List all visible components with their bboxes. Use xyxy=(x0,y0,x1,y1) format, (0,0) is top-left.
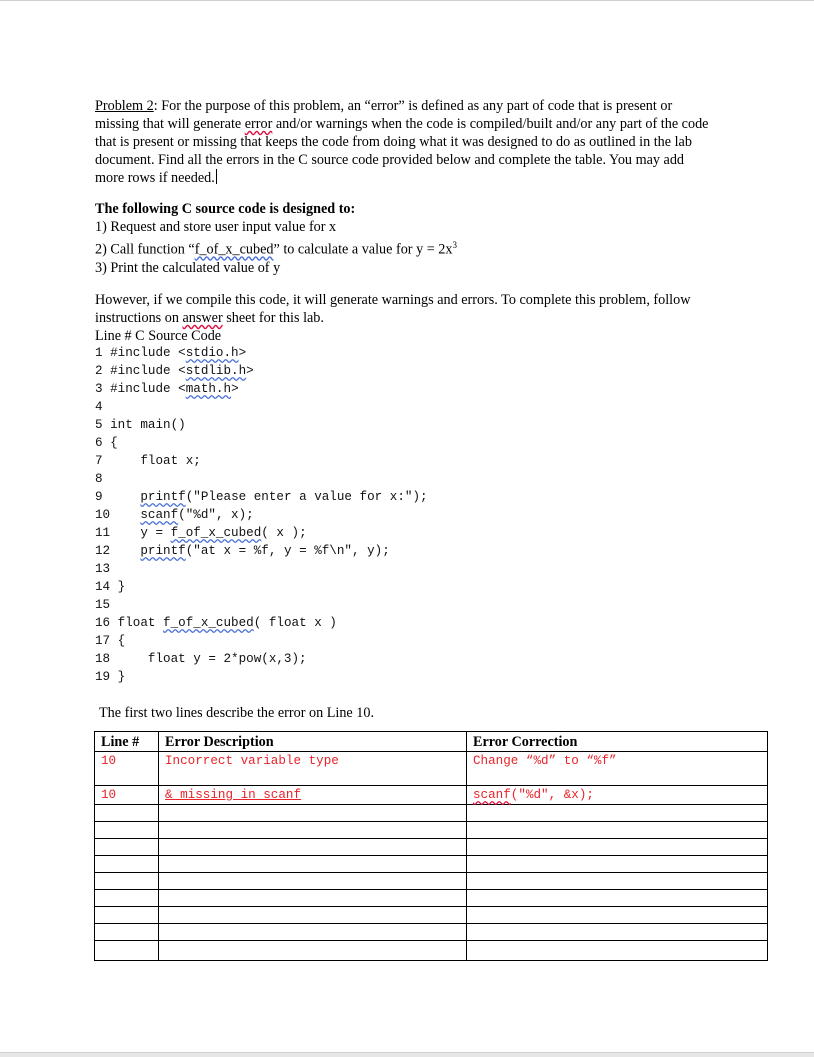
code-line-2: 2 #include <stdlib.h> xyxy=(95,364,254,378)
problem-label: Problem 2 xyxy=(95,98,154,114)
design-item-1: 1) Request and store user input value for x xyxy=(95,219,337,235)
page-bottom-edge xyxy=(0,1052,814,1057)
cell-line[interactable]: 10 xyxy=(95,752,159,786)
spellcheck-answer-word: answer xyxy=(182,310,223,326)
cell-description[interactable]: & missing in scanf xyxy=(159,786,467,805)
design-item-2: 2) Call function “f_of_x_cubed” to calculate a value for $y = 2x^3$ xyxy=(95,240,457,258)
code-line-9: 9 printf("Please enter a value for x:"); xyxy=(95,490,428,504)
code-line-13: 13 xyxy=(95,562,111,576)
design-heading: The following C source code is designed to: xyxy=(95,201,356,217)
table-row-empty xyxy=(95,890,768,907)
table-row-empty xyxy=(95,805,768,822)
code-line-1: 1 #include <stdio.h> xyxy=(95,346,247,360)
code-line-12: 12 printf("at x = %f, y = %f\n", y); xyxy=(95,544,390,558)
code-line-19: 19 } xyxy=(95,670,126,684)
code-line-15: 15 xyxy=(95,598,111,612)
table-row-empty xyxy=(95,856,768,873)
code-line-17: 17 { xyxy=(95,634,126,648)
design-item-3: 3) Print the calculated value of y xyxy=(95,259,281,276)
code-line-4: 4 xyxy=(95,400,103,414)
cell-correction[interactable]: scanf("%d", &x); xyxy=(467,786,768,805)
error-table xyxy=(94,731,768,961)
code-line-11: 11 y = f_of_x_cubed( x ); xyxy=(95,526,307,540)
problem-statement: Problem 2: For the purpose of this problem, an “error” is defined as any part of code that is present or missing that will generate error and/or warnings when the code is compiled/built and/or any part of the code that is present or missing that keeps the code from doing what it was designed to do as outlined in the lab document. Find all the errors in the C source code provided below and complete the table. You may add more rows if needed. xyxy=(95,98,709,186)
code-line-5: 5 int main() xyxy=(95,418,186,432)
table-row-empty xyxy=(95,839,768,856)
cell-line[interactable]: 10 xyxy=(95,786,159,805)
header-description: Error Description xyxy=(159,732,467,752)
code-line-6: 6 { xyxy=(95,436,118,450)
table-row-empty xyxy=(95,907,768,924)
instructions-paragraph: However, if we compile this code, it will generate warnings and errors. To complete this problem, follow instructions on answer sheet for this lab. xyxy=(95,292,691,326)
page-top-edge xyxy=(0,0,814,1)
table-row-empty xyxy=(95,822,768,839)
code-line-7: 7 float x; xyxy=(95,454,201,468)
table-note: The first two lines describe the error on Line 10. xyxy=(99,705,374,721)
table-row-empty xyxy=(95,873,768,890)
spellcheck-error-word: error xyxy=(244,116,273,132)
cell-correction[interactable]: Change “%d” to “%f” xyxy=(467,752,768,786)
table-header-row xyxy=(95,732,768,752)
table-row xyxy=(95,786,768,805)
source-heading: Line # C Source Code xyxy=(95,328,222,344)
header-correction: Error Correction xyxy=(467,732,768,752)
code-line-14: 14 } xyxy=(95,580,126,594)
table-row-empty xyxy=(95,941,768,961)
text-cursor xyxy=(216,169,217,184)
design-goals xyxy=(95,200,715,277)
table-row xyxy=(95,752,768,786)
code-line-18: 18 float y = 2*pow(x,3); xyxy=(95,652,307,666)
table-row-empty xyxy=(95,924,768,941)
code-line-10: 10 scanf("%d", x); xyxy=(95,508,254,522)
cell-description[interactable]: Incorrect variable type xyxy=(159,752,467,786)
code-line-16: 16 float f_of_x_cubed( float x ) xyxy=(95,616,337,630)
code-line-8: 8 xyxy=(95,472,103,486)
code-line-3: 3 #include <math.h> xyxy=(95,382,239,396)
header-line: Line # xyxy=(95,732,159,752)
code-listing xyxy=(95,344,428,686)
